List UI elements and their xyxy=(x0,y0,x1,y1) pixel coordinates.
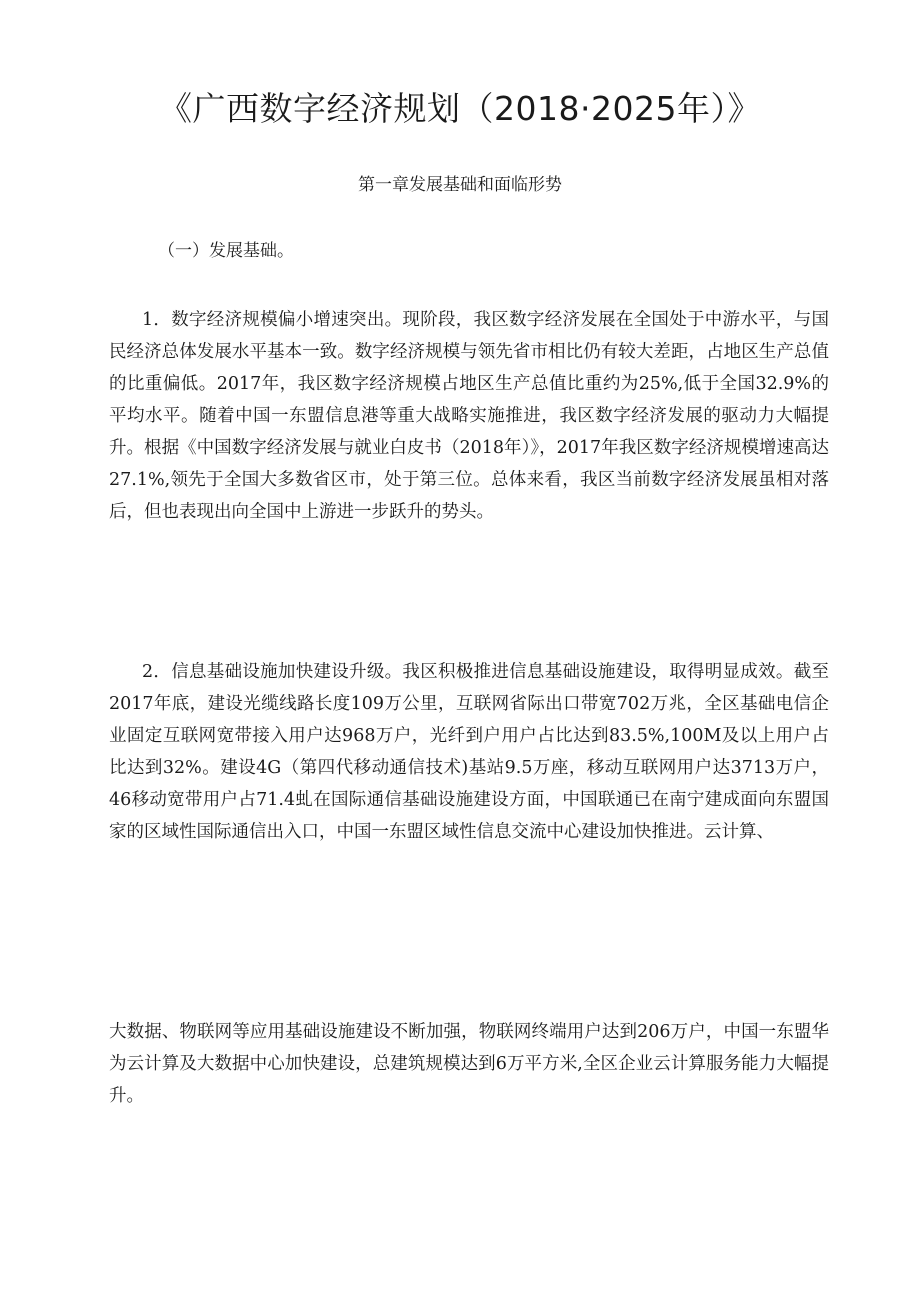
document-title: 《广西数字经济规划（2018·2025年）》 xyxy=(159,89,761,128)
chapter-heading: 第一章发展基础和面临形势 xyxy=(358,175,562,195)
paragraph-digital-economy-scale: 1．数字经济规模偏小增速突出。现阶段，我区数字经济发展在全国处于中游水平，与国民经济总体发展水平基本一致。数字经济规模与领先省市相比仍有较大差距，占地区生产总值的比重偏低。2017年，我区数字经济规模占地区生产总值比重约为25%,低于全国32.9%的平均水平。随着中国一东盟信息港等重大战略实施推进，我区数字经济发展的驱动力大幅提升。根据《中国数字经济发展与就业白皮书（2018年）》，2017年我区数字经济规模增速高达27.1%,领先于全国大多数省区市，处于第三位。总体来看，我区当前数字经济发展虽相对落后，但也表现出向全国中上游进一步跃升的势头。 xyxy=(109,310,829,522)
paragraph-infrastructure: 2．信息基础设施加快建设升级。我区积极推进信息基础设施建设，取得明显成效。截至2017年底，建设光缆线路长度109万公里，互联网省际出口带宽702万兆，全区基础电信企业固定互联网宽带接入用户达968万户，光纤到户用户占比达到83.5%,100M及以上用户占比达到32%。建设4G（第四代移动通信技术)基站9.5万座，移动互联网用户达3713万户，46移动宽带用户占71.4虬在国际通信基础设施建设方面，中国联通已在南宁建成面向东盟国家的区域性国际通信出入口，中国一东盟区域性信息交流中心建设加快推进。云计算、 xyxy=(109,662,829,842)
section-heading: （一）发展基础。 xyxy=(158,241,294,261)
paragraph-infrastructure-continued: 大数据、物联网等应用基础设施建设不断加强，物联网终端用户达到206万户，中国一东盟华为云计算及大数据中心加快建设，总建筑规模达到6万平方米,全区企业云计算服务能力大幅提升。 xyxy=(109,1022,829,1106)
